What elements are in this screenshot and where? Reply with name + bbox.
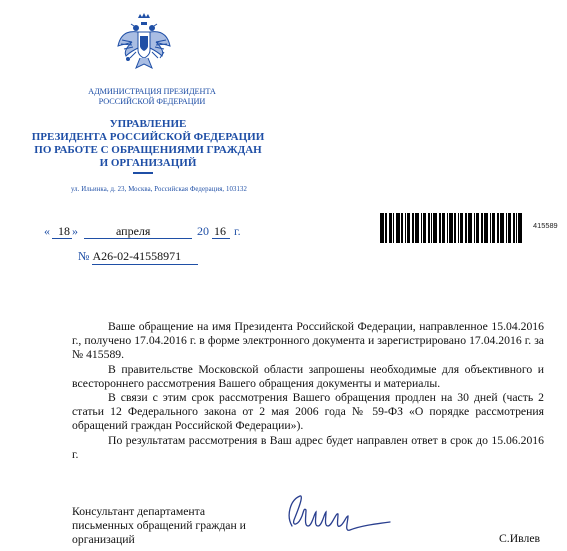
number-sign: № [78,249,90,263]
date-year-suffix: 16 [214,224,226,238]
paragraph-3: В связи с этим срок рассмотрения Вашего обращения продлен на 30 дней (часть 2 статьи 12 Федерального закона от 2 мая 2006 года № 59-ФЗ «О порядке рассмотрения обращений граждан Российской Федерации»). [72,391,544,433]
dept-line-4: И ОРГАНИЗАЦИЙ [99,157,197,169]
signatory-name: С.Ивлев [499,532,541,545]
registration-underline [92,264,198,265]
paragraph-2: В правительстве Московской области запрошены необходимые для объективного и всестороннего рассмотрения Вашего обращения документы и материалы. [72,362,544,390]
dept-line-1: УПРАВЛЕНИЕ [109,118,187,130]
signatory-title-line-3: организаций [72,533,135,547]
signatory-title [72,505,246,548]
date-quote-open: « [44,224,50,238]
date-year-abbr: г. [234,224,241,238]
administration-heading [72,87,232,107]
department-heading [20,118,276,170]
month-underline [84,238,192,239]
admin-line-2: РОССИЙСКОЙ ФЕДЕРАЦИИ [98,97,206,106]
admin-line-1: АДМИНИСТРАЦИЯ ПРЕЗИДЕНТА [88,87,216,96]
paragraph-4: По результатам рассмотрения в Ваш адрес будет направлен ответ в срок до 15.06.2016 г. [72,433,544,461]
state-emblem-icon [116,12,172,72]
year-underline [212,238,230,239]
barcode-icon [380,213,522,243]
barcode-number: 415589 [533,221,558,230]
heading-divider [133,172,153,174]
date-year-prefix: 20 [197,224,209,238]
registration-number [78,249,181,264]
date-quote-close: » [72,224,78,238]
dept-line-2: ПРЕЗИДЕНТА РОССИЙСКОЙ ФЕДЕРАЦИИ [31,131,265,143]
signatory-title-line-1: Консультант департамента [72,505,206,518]
address: ул. Ильинка, д. 23, Москва, Российская Федерация, 103132 [70,186,248,193]
date-month: апреля [116,224,151,238]
day-underline [52,238,72,239]
handwritten-signature-icon [284,486,394,536]
date-day: 18 [58,224,70,238]
signatory-title-line-2: письменных обращений граждан и [72,519,246,533]
registration-value: А26-02-41558971 [92,249,182,263]
paragraph-1: Ваше обращение на имя Президента Российской Федерации, направленное 15.04.2016 г., получено 17.04.2016 г. в форме электронного документа и зарегистрировано 17.04.2016 г. за № 415589. [72,320,544,362]
dept-line-3: ПО РАБОТЕ С ОБРАЩЕНИЯМИ ГРАЖДАН [34,144,262,156]
letter-body [72,320,544,462]
